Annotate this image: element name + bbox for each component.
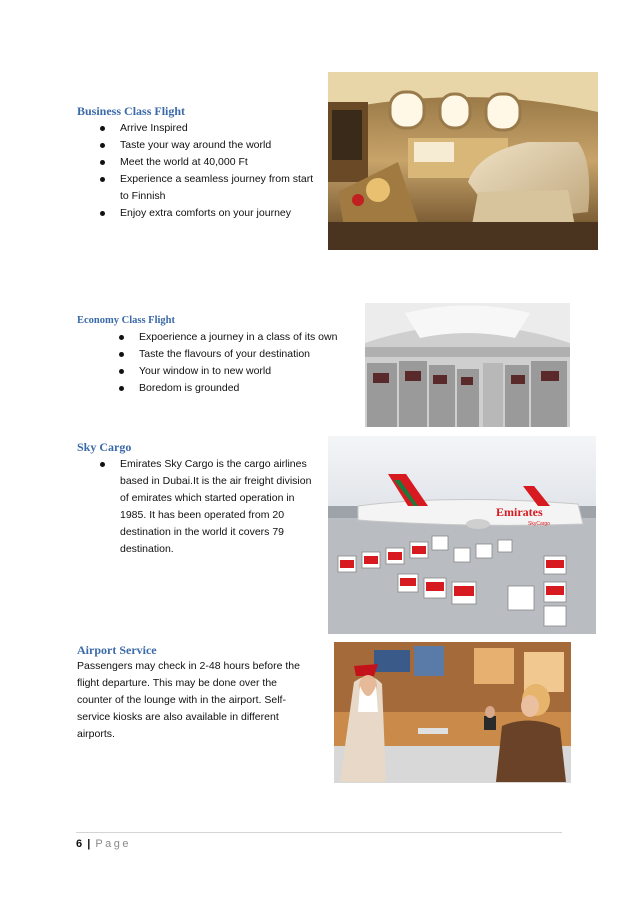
list-item: Your window in to new world [115,363,355,380]
list-item: Arrive Inspired [96,120,326,137]
list-item: Expoerience a journey in a class of its own [115,329,355,346]
plane-livery-subtext: SkyCargo [528,521,550,527]
business-class-list [96,120,326,222]
business-class-cabin-photo [328,72,598,250]
list-item: Meet the world at 40,000 Ft [96,154,326,171]
airport-checkin-photo [334,642,571,783]
sky-cargo-heading: Sky Cargo [77,440,132,454]
cargo-line: 1985. It has been operated from 20 [120,509,285,521]
list-item: Experience a seamless journey from start [96,171,326,188]
page-number: 6 [76,838,83,850]
plane-livery-text: Emirates [496,505,543,519]
paragraph-line: airports. [77,728,115,740]
cargo-line: of emirates which started operation in [120,492,295,504]
cargo-line: destination. [120,543,174,555]
list-item: Enjoy extra comforts on your journey [96,205,326,222]
business-class-heading: Business Class Flight [77,104,186,118]
paragraph-line: service kiosks are also available in different [77,711,279,723]
paragraph-line: Passengers may check in 2-48 hours before the [77,660,300,672]
economy-class-list [115,329,355,397]
cargo-line: destination in the world it covers 79 [120,526,285,538]
footer-divider [76,832,562,833]
sky-cargo-photo [328,436,596,634]
cargo-line: based in Dubai.It is the air freight division [120,475,312,487]
list-item: Taste the flavours of your destination [115,346,355,363]
paragraph-line: flight departure. This may be done over the [77,677,278,689]
list-item: Taste your way around the world [96,137,326,154]
airport-service-heading: Airport Service [77,643,157,657]
airport-service-paragraph [77,658,327,743]
list-item [96,456,326,558]
sky-cargo-list [96,456,326,558]
cargo-line: Emirates Sky Cargo is the cargo airlines [120,458,307,470]
list-item: Boredom is grounded [115,380,355,397]
page-footer [76,838,131,850]
economy-class-heading: Economy Class Flight [77,315,176,326]
paragraph-line: counter of the lounge with in the airport. Self- [77,694,286,706]
economy-class-cabin-photo [365,303,570,427]
footer-separator: | [87,838,91,850]
page-label: Page [95,838,132,850]
list-item-continuation: to Finnish [120,190,166,202]
